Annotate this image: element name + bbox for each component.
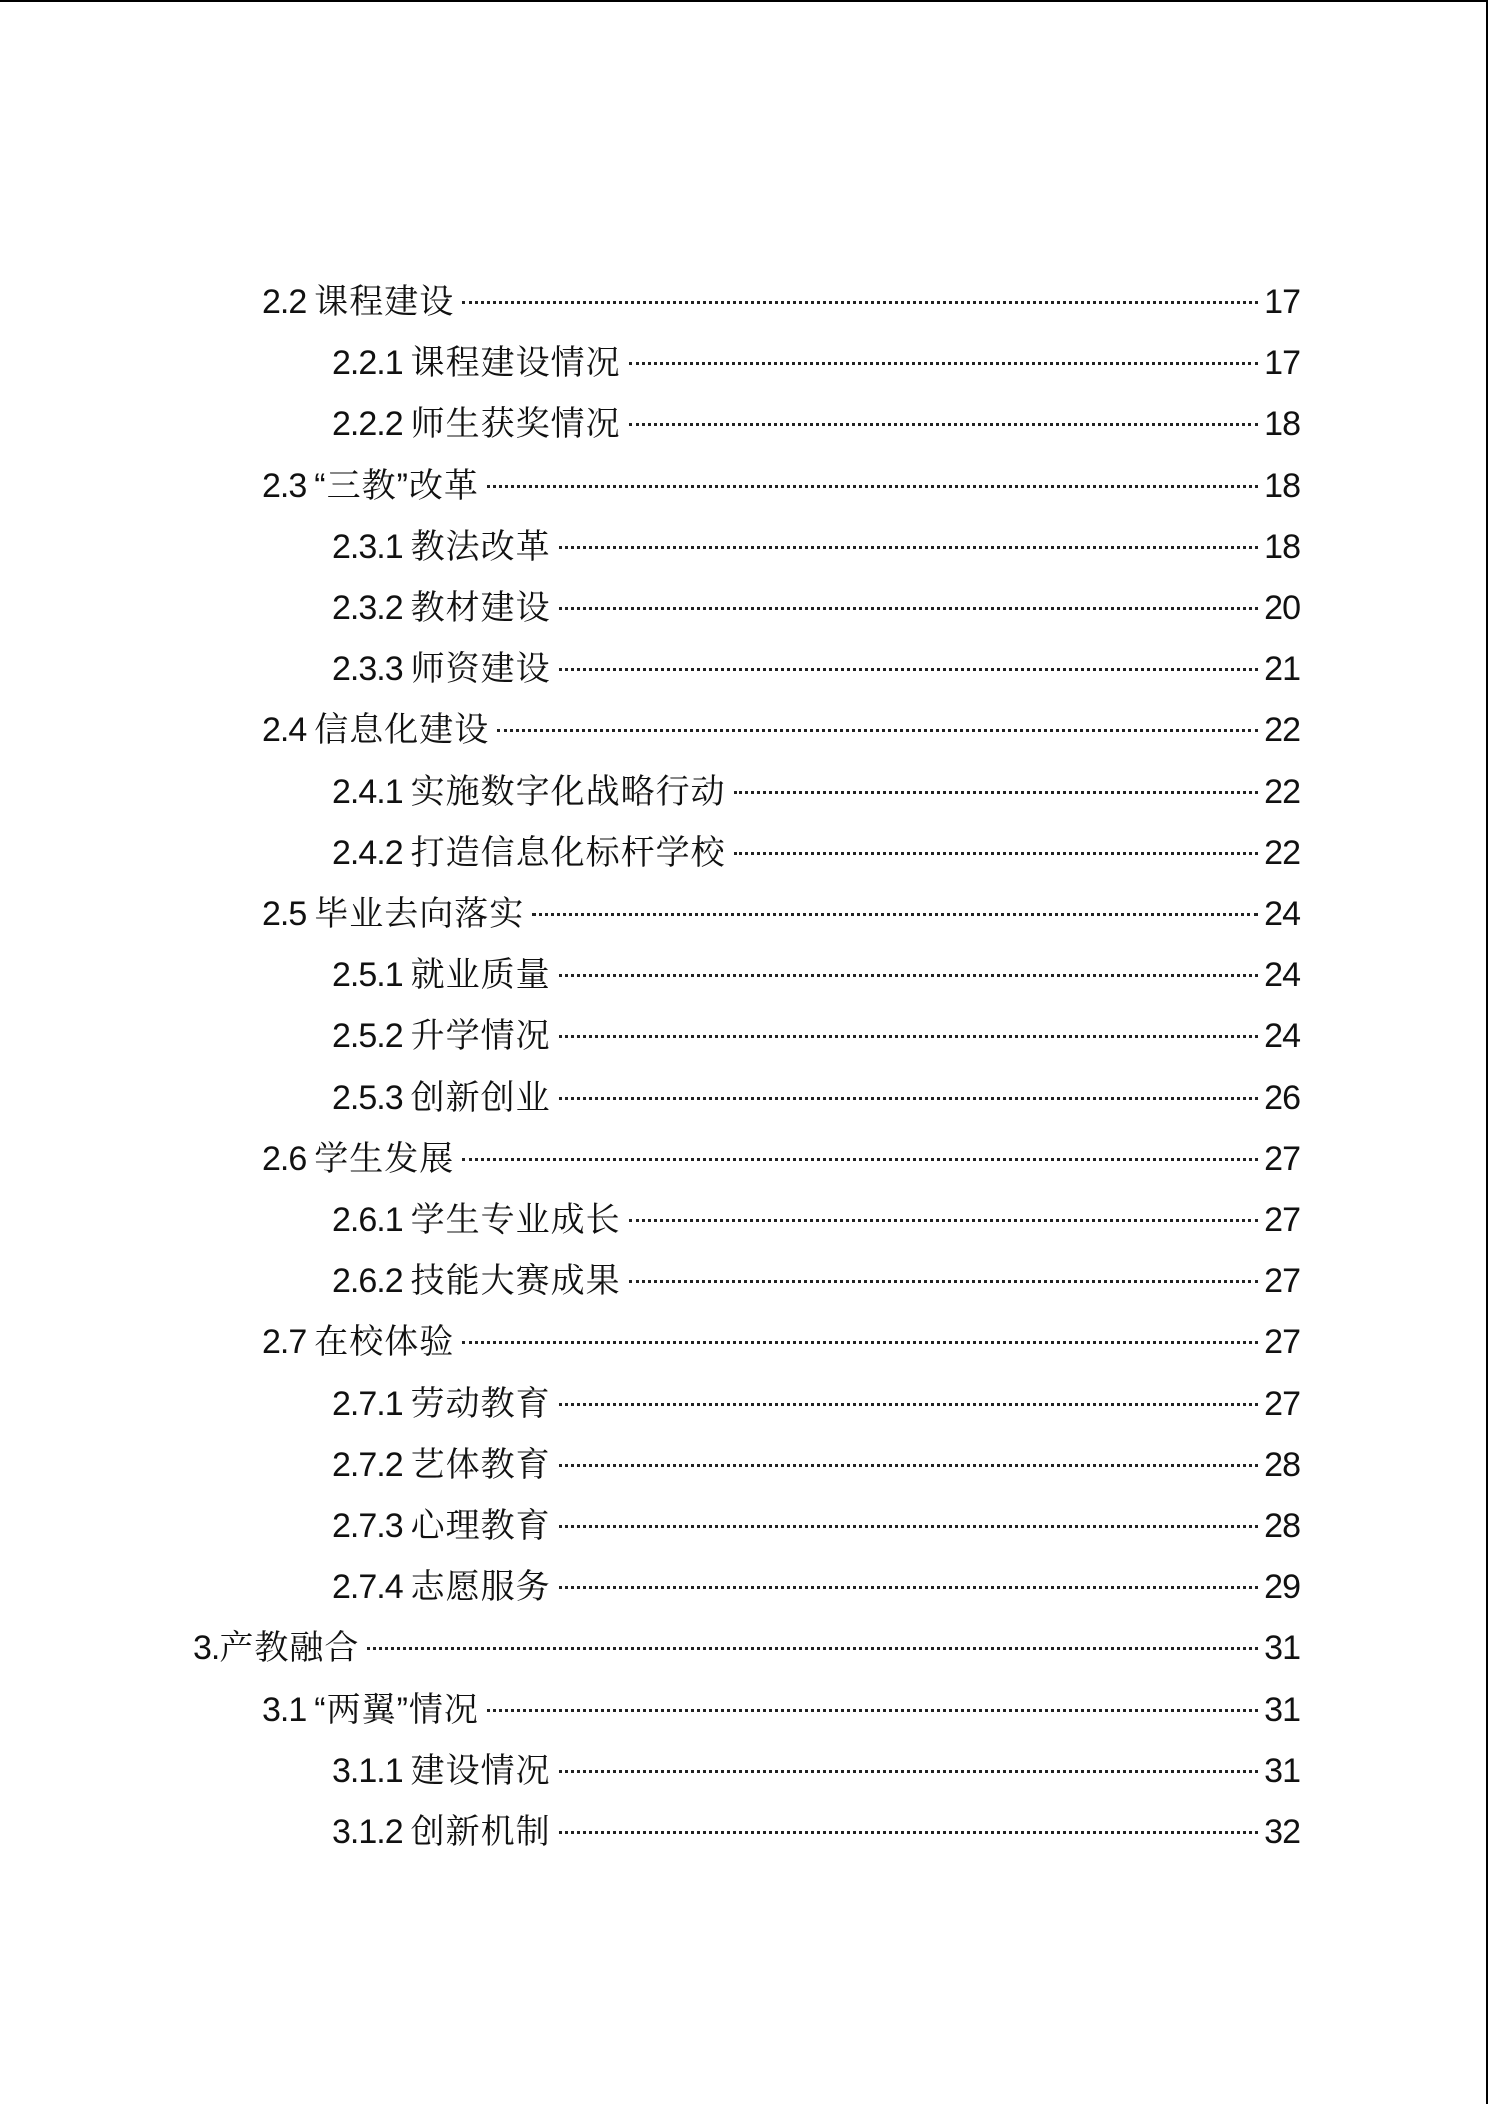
toc-entry[interactable] bbox=[262, 272, 1300, 333]
toc-entry-number: 3.1.1 bbox=[332, 1752, 403, 1790]
toc-entry-page-number: 22 bbox=[1264, 711, 1300, 749]
toc-entry-page-number: 21 bbox=[1264, 650, 1300, 688]
toc-leader-dots bbox=[629, 423, 1259, 426]
toc-entry-number: 2.5.3 bbox=[332, 1079, 403, 1117]
toc-entry-page-number: 32 bbox=[1264, 1813, 1300, 1851]
toc-leader-dots bbox=[462, 1341, 1258, 1344]
toc-entry[interactable] bbox=[193, 1618, 1300, 1679]
toc-leader-dots bbox=[559, 1770, 1259, 1773]
toc-leader-dots bbox=[462, 301, 1258, 304]
toc-entry[interactable] bbox=[332, 1251, 1300, 1312]
toc-entry-number: 2.5.1 bbox=[332, 956, 403, 994]
toc-leader-dots bbox=[559, 546, 1259, 549]
toc-entry[interactable] bbox=[332, 1435, 1300, 1496]
toc-entry-title: 艺体教育 bbox=[410, 1446, 551, 1484]
toc-entry-number: 2.4 bbox=[262, 711, 307, 749]
toc-entry-title: 师资建设 bbox=[410, 650, 551, 688]
toc-entry-number: 2.6.1 bbox=[332, 1201, 403, 1239]
toc-entry-page-number: 24 bbox=[1264, 895, 1300, 933]
toc-entry-page-number: 17 bbox=[1264, 283, 1300, 321]
toc-entry[interactable] bbox=[332, 1068, 1300, 1129]
toc-entry-number: 2.7.2 bbox=[332, 1446, 403, 1484]
toc-leader-dots bbox=[462, 1158, 1258, 1161]
toc-entry-number: 2.7 bbox=[262, 1323, 307, 1361]
toc-entry-page-number: 22 bbox=[1264, 773, 1300, 811]
toc-entry[interactable] bbox=[332, 394, 1300, 455]
toc-leader-dots bbox=[559, 1464, 1259, 1467]
toc-entry-number: 2.7.3 bbox=[332, 1507, 403, 1545]
toc-entry-page-number: 31 bbox=[1264, 1691, 1300, 1729]
toc-entry-page-number: 28 bbox=[1264, 1507, 1300, 1545]
toc-leader-dots bbox=[497, 729, 1258, 732]
toc-entry-number: 2.2.1 bbox=[332, 344, 403, 382]
toc-entry-title: 建设情况 bbox=[410, 1752, 551, 1790]
toc-entry-title: “两翼”情况 bbox=[314, 1691, 479, 1729]
toc-entry[interactable] bbox=[332, 1802, 1300, 1863]
toc-entry[interactable] bbox=[332, 333, 1300, 394]
toc-entry-page-number: 18 bbox=[1264, 405, 1300, 443]
toc-entry-title: 就业质量 bbox=[410, 956, 551, 994]
toc-entry-number: 2.5 bbox=[262, 895, 307, 933]
toc-leader-dots bbox=[559, 607, 1259, 610]
toc-entry-title: 心理教育 bbox=[410, 1507, 551, 1545]
toc-entry-number: 2.7.4 bbox=[332, 1568, 403, 1606]
toc-entry-title: 学生专业成长 bbox=[410, 1201, 621, 1239]
toc-entry[interactable] bbox=[262, 1129, 1300, 1190]
toc-leader-dots bbox=[559, 1586, 1259, 1589]
toc-entry-title: 师生获奖情况 bbox=[410, 405, 621, 443]
toc-entry[interactable] bbox=[262, 1312, 1300, 1373]
toc-leader-dots bbox=[629, 362, 1259, 365]
toc-entry-page-number: 29 bbox=[1264, 1568, 1300, 1606]
toc-entry-title: 学生发展 bbox=[314, 1140, 455, 1178]
toc-entry[interactable] bbox=[332, 1190, 1300, 1251]
toc-leader-dots bbox=[734, 852, 1259, 855]
toc-entry[interactable] bbox=[332, 1496, 1300, 1557]
toc-entry-page-number: 27 bbox=[1264, 1385, 1300, 1423]
toc-entry[interactable] bbox=[262, 1680, 1300, 1741]
toc-entry-page-number: 31 bbox=[1264, 1752, 1300, 1790]
toc-entry-page-number: 31 bbox=[1264, 1629, 1300, 1667]
toc-leader-dots bbox=[487, 1709, 1258, 1712]
toc-entry-title: 产教融合 bbox=[219, 1629, 360, 1667]
toc-leader-dots bbox=[559, 1525, 1259, 1528]
toc-entry-title: 劳动教育 bbox=[410, 1385, 551, 1423]
toc-entry-page-number: 17 bbox=[1264, 344, 1300, 382]
toc-entry-title: 打造信息化标杆学校 bbox=[410, 834, 726, 872]
toc-entry-page-number: 27 bbox=[1264, 1323, 1300, 1361]
toc-entry-page-number: 20 bbox=[1264, 589, 1300, 627]
toc-entry-number: 2.2 bbox=[262, 283, 307, 321]
toc-entry-title: 教法改革 bbox=[410, 528, 551, 566]
toc-entry[interactable] bbox=[332, 639, 1300, 700]
toc-entry-page-number: 27 bbox=[1264, 1262, 1300, 1300]
toc-entry-page-number: 28 bbox=[1264, 1446, 1300, 1484]
toc-entry[interactable] bbox=[332, 1557, 1300, 1618]
toc-entry-number: 2.3.2 bbox=[332, 589, 403, 627]
toc-entry-page-number: 22 bbox=[1264, 834, 1300, 872]
toc-leader-dots bbox=[629, 1219, 1259, 1222]
toc-entry[interactable] bbox=[332, 1374, 1300, 1435]
toc-entry-title: 教材建设 bbox=[410, 589, 551, 627]
toc-entry-number: 3.1.2 bbox=[332, 1813, 403, 1851]
toc-entry-title: 创新机制 bbox=[410, 1813, 551, 1851]
toc-entry-page-number: 24 bbox=[1264, 956, 1300, 994]
toc-leader-dots bbox=[367, 1647, 1258, 1650]
toc-entry-page-number: 18 bbox=[1264, 528, 1300, 566]
toc-entry-title: 创新创业 bbox=[410, 1079, 551, 1117]
toc-entry-number: 3.1 bbox=[262, 1691, 307, 1729]
toc-leader-dots bbox=[532, 913, 1258, 916]
toc-entry[interactable] bbox=[332, 945, 1300, 1006]
toc-entry-title: 课程建设 bbox=[314, 283, 455, 321]
toc-entry-number: 2.2.2 bbox=[332, 405, 403, 443]
toc-entry-page-number: 24 bbox=[1264, 1017, 1300, 1055]
toc-entry-number: 2.7.1 bbox=[332, 1385, 403, 1423]
toc-entry[interactable] bbox=[262, 700, 1300, 761]
toc-entry-page-number: 27 bbox=[1264, 1201, 1300, 1239]
toc-entry-number: 2.3.1 bbox=[332, 528, 403, 566]
toc-entry-number: 2.4.1 bbox=[332, 773, 403, 811]
toc-entry-number: 2.3.3 bbox=[332, 650, 403, 688]
toc-entry-title: 信息化建设 bbox=[314, 711, 490, 749]
toc-entry[interactable] bbox=[262, 456, 1300, 517]
toc-entry-number: 2.6.2 bbox=[332, 1262, 403, 1300]
toc-leader-dots bbox=[487, 485, 1258, 488]
toc-entry[interactable] bbox=[262, 884, 1300, 945]
toc-entry-title: 升学情况 bbox=[410, 1017, 551, 1055]
toc-entry-title: “三教”改革 bbox=[314, 467, 479, 505]
toc-leader-dots bbox=[734, 791, 1259, 794]
toc-entry[interactable] bbox=[332, 517, 1300, 578]
toc-entry[interactable] bbox=[332, 1006, 1300, 1067]
toc-entry-page-number: 27 bbox=[1264, 1140, 1300, 1178]
toc-entry-number: 3. bbox=[193, 1629, 220, 1667]
toc-entry[interactable] bbox=[332, 762, 1300, 823]
toc-entry-page-number: 18 bbox=[1264, 467, 1300, 505]
toc-entry-title: 志愿服务 bbox=[410, 1568, 551, 1606]
toc-leader-dots bbox=[629, 1280, 1259, 1283]
toc-entry-title: 在校体验 bbox=[314, 1323, 455, 1361]
toc-entry-number: 2.4.2 bbox=[332, 834, 403, 872]
toc-leader-dots bbox=[559, 1097, 1259, 1100]
toc-leader-dots bbox=[559, 1035, 1259, 1038]
toc-leader-dots bbox=[559, 974, 1259, 977]
toc-entry-page-number: 26 bbox=[1264, 1079, 1300, 1117]
toc-leader-dots bbox=[559, 668, 1259, 671]
toc-entry-number: 2.6 bbox=[262, 1140, 307, 1178]
toc-leader-dots bbox=[559, 1831, 1259, 1834]
toc-entry-number: 2.5.2 bbox=[332, 1017, 403, 1055]
toc-entry[interactable] bbox=[332, 1741, 1300, 1802]
toc-entry-title: 毕业去向落实 bbox=[314, 895, 525, 933]
toc-entry[interactable] bbox=[332, 823, 1300, 884]
toc-entry-number: 2.3 bbox=[262, 467, 307, 505]
toc-entry[interactable] bbox=[332, 578, 1300, 639]
toc-entry-title: 实施数字化战略行动 bbox=[410, 773, 726, 811]
toc-entry-title: 课程建设情况 bbox=[410, 344, 621, 382]
toc-leader-dots bbox=[559, 1403, 1259, 1406]
toc-entry-title: 技能大赛成果 bbox=[410, 1262, 621, 1300]
